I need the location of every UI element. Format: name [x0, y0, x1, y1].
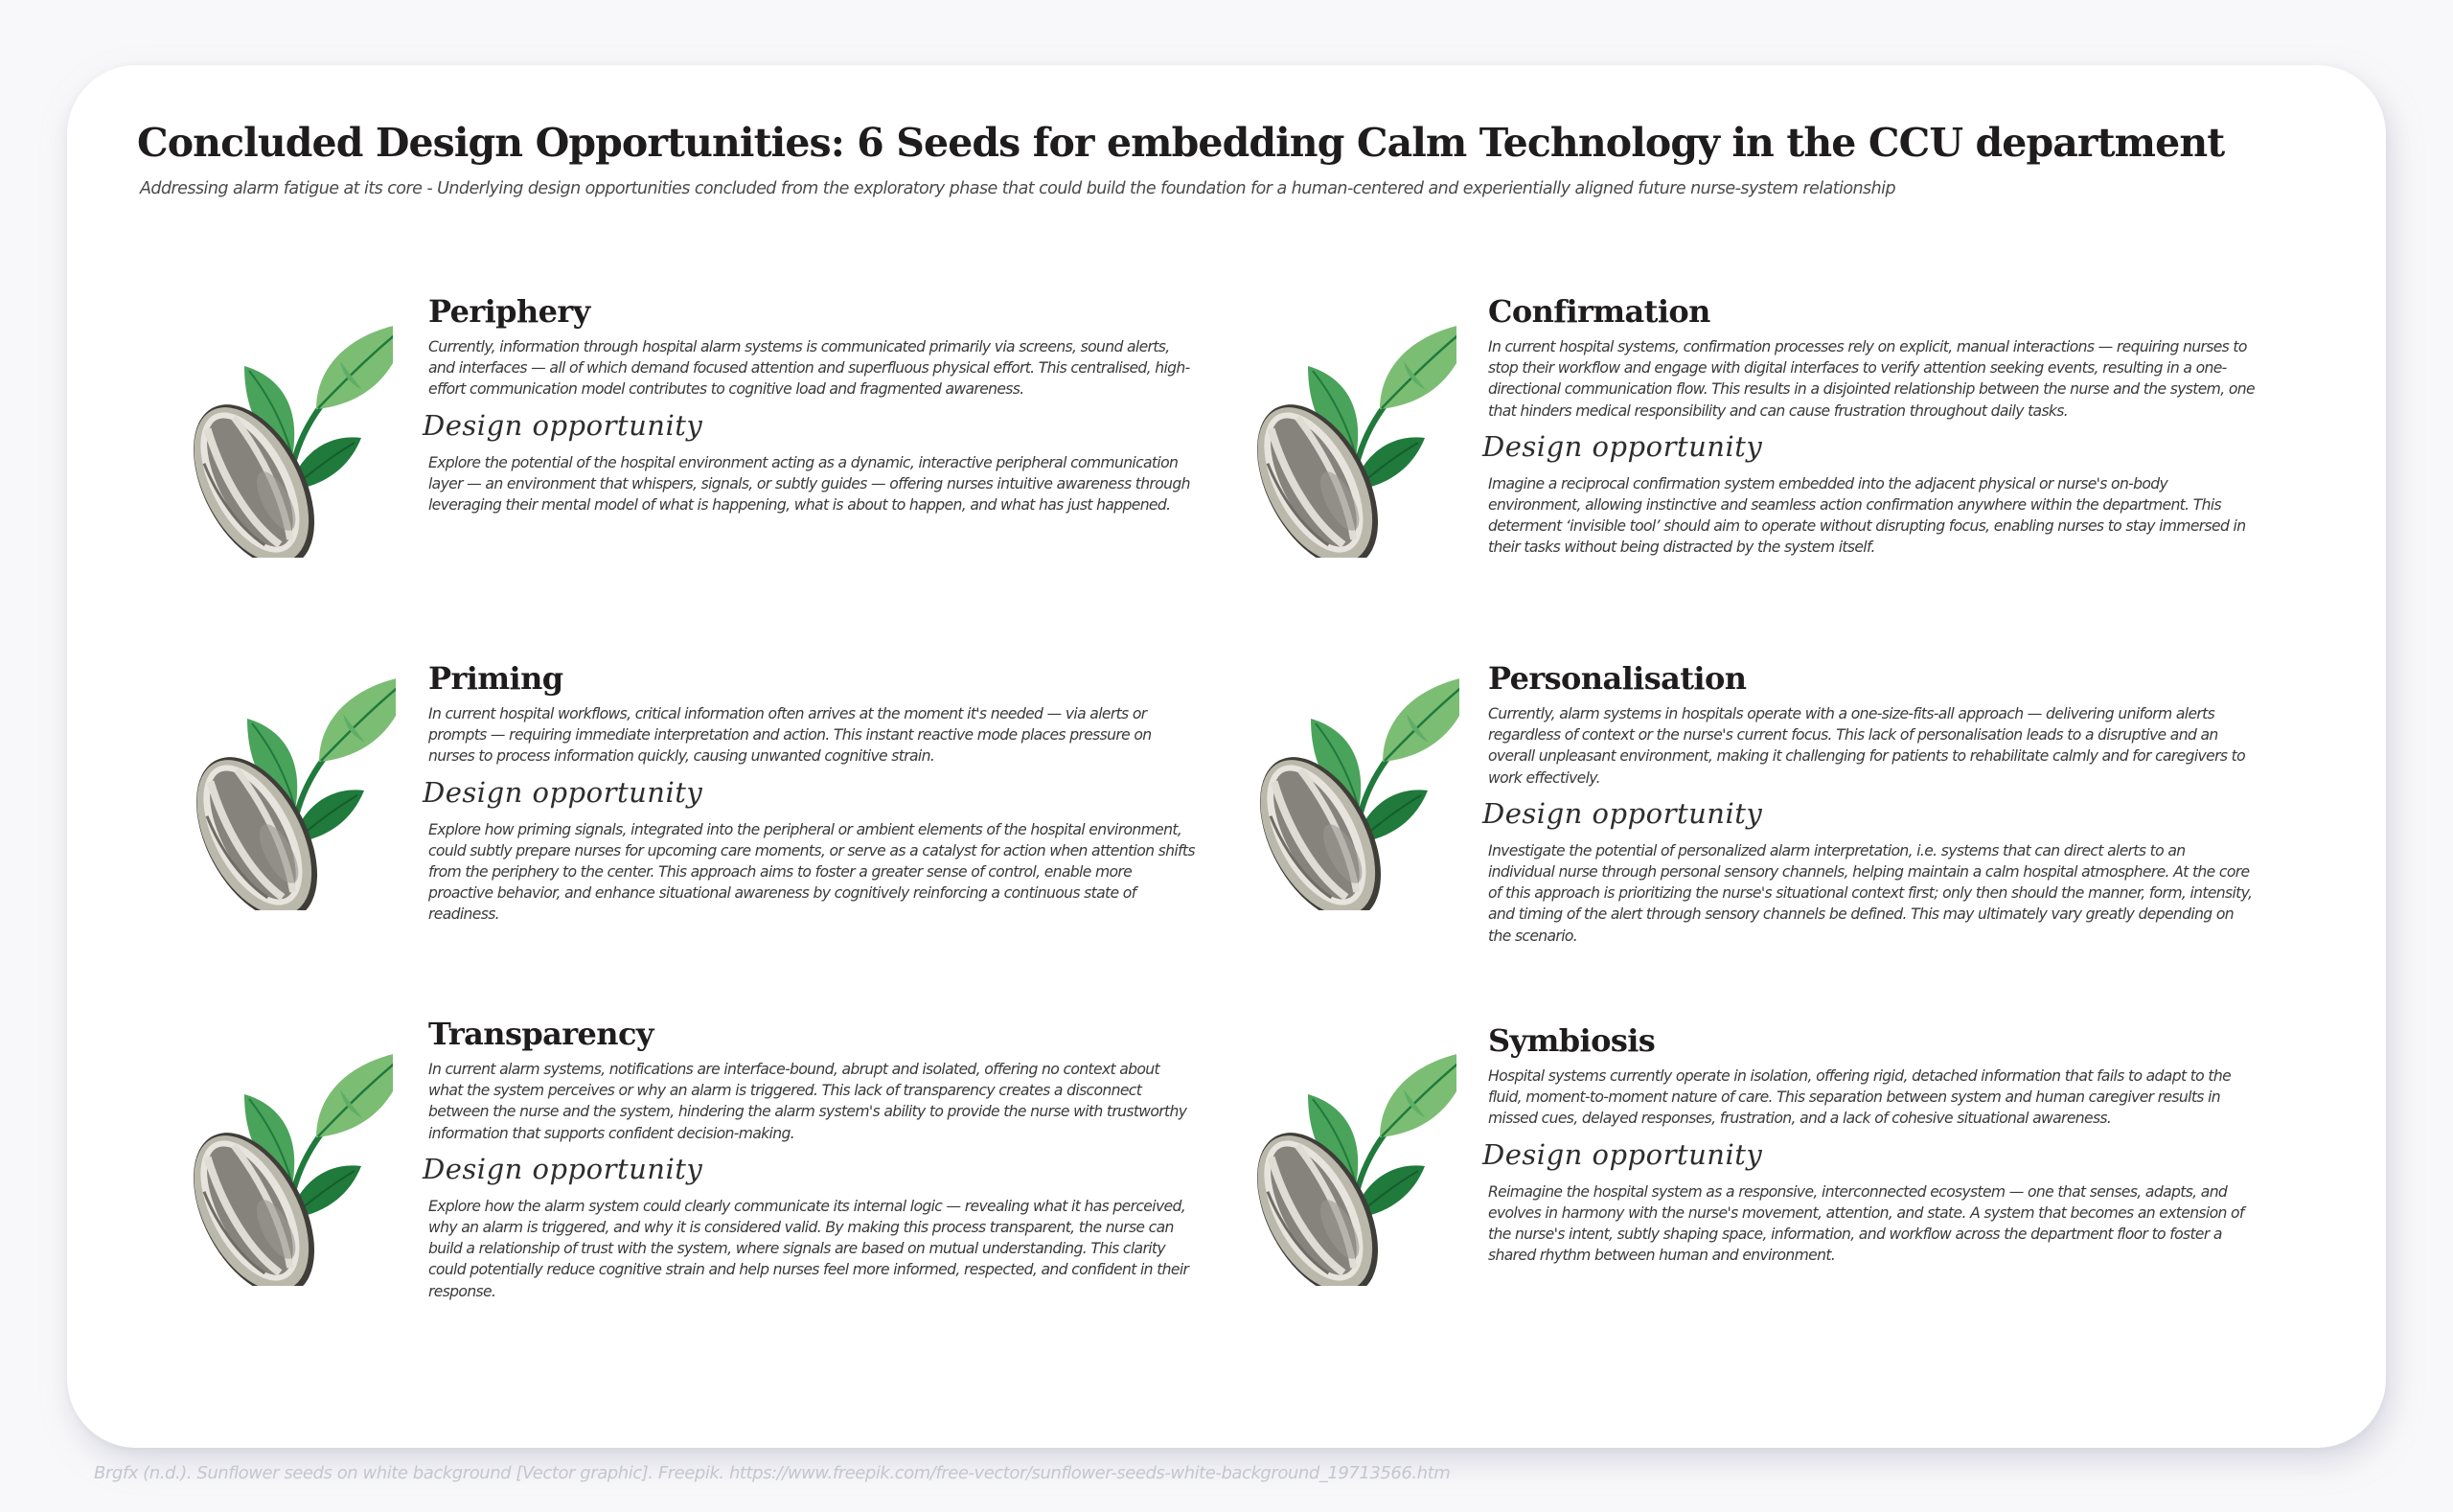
seed-section-symbiosis — [1482, 1021, 2255, 1266]
design-opportunity-text: Explore how the alarm system could clearly communicate its internal logic — revealing what it has perceived, why an alarm is triggered, and why it is considered valid. By making this process transparent, the nurse can build a relationship of trust with the system, where signals are based on mutual understanding. This clarity could potentially reduce cognitive strain and help nurses feel more informed, respected, and confident in their response. — [428, 1197, 1189, 1300]
seed-section-transparency — [423, 1015, 1195, 1302]
section-heading: Priming — [428, 660, 563, 697]
seed-section-priming — [423, 659, 1195, 926]
current-state-text: Currently, alarm systems in hospitals operate with a one-size-fits-all approach — delivering uniform alerts regardless of context or the nurse's current focus. This lack of personalisation leads to a disruptive and an overall unpleasant environment, making it challenging for patients to rehabilitate calmly and for caregivers to work effectively. — [1488, 705, 2245, 787]
seed-icon — [1239, 661, 1459, 910]
seed-icon — [175, 661, 396, 910]
seed-icon — [172, 309, 393, 558]
current-state-text: In current hospital workflows, critical information often arrives at the moment it's needed — via alerts or prompts — requiring immediate interpretation and action. This instant reactive mode places pressure on nurses to process information quickly, causing unwanted cognitive strain. — [428, 705, 1152, 766]
page-title: Concluded Design Opportunities: 6 Seeds for embedding Calm Technology in the CCU department — [137, 120, 2225, 166]
section-heading: Personalisation — [1488, 660, 1747, 697]
seed-section-periphery — [423, 292, 1195, 515]
current-state-text: Currently, information through hospital alarm systems is communicated primarily via screens, sound alerts, and interfaces — all of which demand focused attention and superfluous physical effort. This centralised, high-effort communication model contributes to cognitive load and fragmented awareness. — [428, 338, 1190, 399]
design-opportunity-text: Imagine a reciprocal confirmation system embedded into the adjacent physical or nurse's on-body environment, allowing instinctive and seamless action confirmation anywhere within the department. This determent ‘invisible tool’ should aim to operate without disrupting focus, enabling nurses to stay immersed in their tasks without being distracted by the system itself. — [1488, 474, 2246, 557]
seed-icon — [1236, 1037, 1456, 1286]
design-opportunity-text: Explore how priming signals, integrated into the peripheral or ambient elements of the hospital environment, could subtly prepare nurses for upcoming care moments, or serve as a catalyst for action when attention shifts from the periphery to the center. This approach aims to foster a greater sense of control, enable more proactive behavior, and enhance situational awareness by cognitively reinforcing a continuous state of readiness. — [428, 820, 1195, 924]
section-heading: Periphery — [428, 293, 590, 330]
page-subtitle: Addressing alarm fatigue at its core - Underlying design opportunities concluded from the exploratory phase that could build the foundation for a human-centered and experientially aligned future nurse-system relationship — [140, 179, 1896, 198]
seed-section-confirmation — [1482, 292, 2255, 559]
design-opportunity-label: Design opportunity — [423, 408, 703, 442]
current-state-text: In current alarm systems, notifications are interface-bound, abrupt and isolated, offering no context about what the system perceives or why an alarm is triggered. This lack of transparency creates a disconnect between the nurse and the system, hindering the alarm system's ability to provide the nurse with trustworthy information that supports confident decision-making. — [428, 1061, 1187, 1142]
design-opportunity-text: Investigate the potential of personalized alarm interpretation, i.e. systems that can direct alerts to an individual nurse through personal sensory channels, helping maintain a calm hospital atmosphere. At the core of this approach is prioritizing the nurse's situational context first; only then should the manner, form, intensity, and timing of the alert through sensory channels be defined. This may ultimately vary greatly depending on the scenario. — [1488, 841, 2253, 945]
current-state-text: In current hospital systems, confirmation processes rely on explicit, manual interactions — requiring nurses to stop their workflow and engage with digital interfaces to verify attention seeking events, resulting in a one-directional communication flow. This results in a disjointed relationship between the nurse and the system, one that hinders medical responsibility and can cause frustration throughout daily tasks. — [1488, 338, 2255, 420]
current-state-text: Hospital systems currently operate in isolation, offering rigid, detached information that fails to adapt to the fluid, moment-to-moment nature of care. This separation between system and human caregiver results in missed cues, delayed responses, frustration, and a lack of cohesive situational awareness. — [1488, 1067, 2232, 1128]
section-heading: Transparency — [428, 1016, 653, 1052]
design-opportunity-label: Design opportunity — [423, 775, 703, 809]
seed-icon — [172, 1037, 393, 1286]
design-opportunity-label: Design opportunity — [1482, 429, 1763, 463]
seed-icon — [1236, 309, 1456, 558]
section-heading: Confirmation — [1488, 293, 1710, 330]
section-heading: Symbiosis — [1488, 1022, 1656, 1059]
design-opportunity-text: Reimagine the hospital system as a responsive, interconnected ecosystem — one that senses, adapts, and evolves in harmony with the nurse's movement, attention, and state. A system that becomes an extension of the nurse's intent, subtly shaping space, information, and workflow across the department floor to foster a shared rhythm between human and environment. — [1488, 1182, 2244, 1265]
seed-section-personalisation — [1482, 659, 2255, 947]
design-opportunity-label: Design opportunity — [1482, 1137, 1763, 1171]
design-opportunity-label: Design opportunity — [423, 1152, 703, 1185]
image-citation: Brgfx (n.d.). Sunflower seeds on white background [Vector graphic]. Freepik. https://www.freepik.com/free-vector/sunflower-seeds-white-background_19713566.htm — [94, 1463, 1451, 1483]
design-opportunity-label: Design opportunity — [1482, 796, 1763, 830]
design-opportunity-text: Explore the potential of the hospital environment acting as a dynamic, interactive peripheral communication layer — an environment that whispers, signals, or subtly guides — offering nurses intuitive awareness through leveraging their mental model of what is happening, what is about to happen, and what has just happened. — [428, 453, 1190, 515]
